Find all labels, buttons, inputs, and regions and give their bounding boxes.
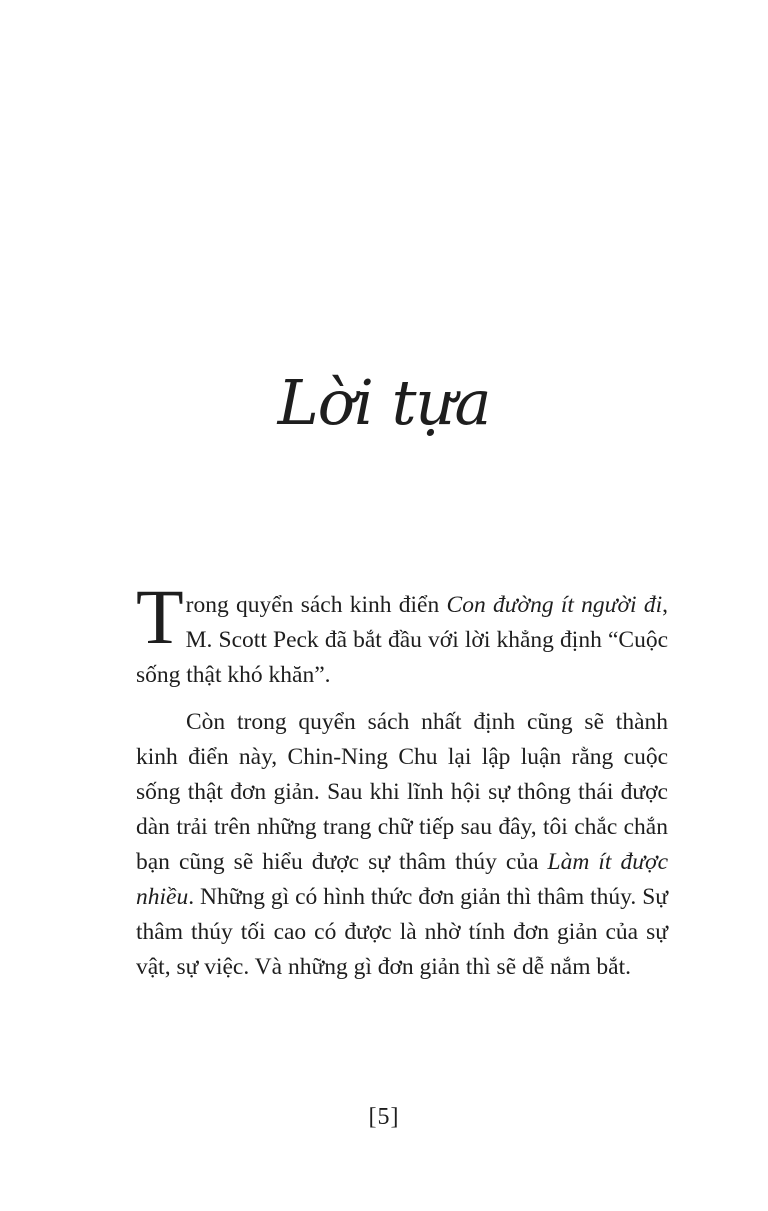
paragraph-1-text-start: rong quyển sách kinh điển [185,592,447,618]
paragraph-2-book-title: Làm ít được nhiều [136,849,668,910]
paragraph-1-text-end: , M. Scott Peck đã bắt đầu với lời khẳng định “Cuộc sống thật khó khăn”. [136,592,668,688]
body-text [136,573,668,985]
paragraph-1 [136,573,668,693]
paragraph-2-text-end: . Những gì có hình thức đơn giản thì thâm thúy. Sự thâm thúy tối cao có được là nhờ tính đơn giản của sự vật, sự việc. Và những gì đơn giản thì sẽ dễ nắm bắt. [136,884,668,980]
page-number: [5] [368,1104,400,1130]
chapter-title: Lời tựa [277,366,491,439]
paragraph-2 [136,705,668,985]
drop-cap: T [136,573,184,660]
paragraph-1-book-title: Con đường ít người đi [446,592,663,618]
paragraph-2-text-start: Còn trong quyển sách nhất định cũng sẽ thành kinh điển này, Chin-Ning Chu lại lập luận rằng cuộc sống thật đơn giản. Sau khi lĩnh hội sự thông thái được dàn trải trên những trang chữ tiếp sau đây, tôi chắc chắn bạn cũng sẽ hiểu được sự thâm thúy của [136,709,668,875]
